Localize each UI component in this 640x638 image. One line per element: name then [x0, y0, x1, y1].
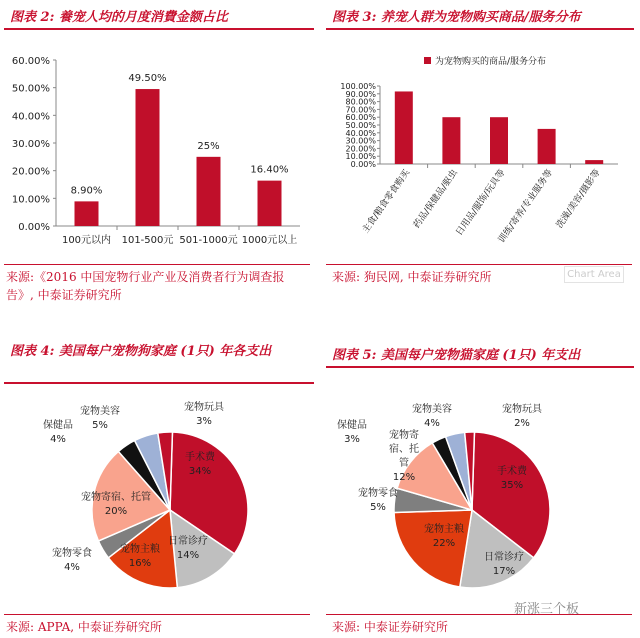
y-tick-label: 0.00% — [18, 222, 50, 233]
legend-label: 为宠物购买的商品/服务分布 — [435, 57, 547, 67]
chart4-title: 图表 4: 美国每户宠物狗家庭 (1只) 年各支出 — [10, 344, 272, 359]
slice-name-label: 手术费 — [185, 452, 215, 463]
source-divider — [4, 264, 310, 265]
x-tick-label: 药品/保健品/驱虫 — [412, 167, 460, 231]
x-tick-label: 101-500元 — [121, 235, 174, 246]
slice-name-label: 宿、托 — [389, 444, 419, 455]
slice-value-label: 20% — [104, 506, 128, 517]
slice-name-label: 宠物主粮 — [424, 524, 464, 535]
chart3-source: 来源: 狗民网, 中泰证券研究所 — [332, 270, 492, 284]
y-tick-label: 60.00% — [11, 56, 50, 67]
slice-name-label: 保健品 — [43, 420, 73, 431]
slice-name-label: 手术费 — [497, 466, 527, 477]
y-tick-label: 0.00% — [350, 160, 376, 169]
bar — [395, 91, 413, 164]
slice-name-label: 保健品 — [337, 420, 367, 431]
y-tick-label: 40.00% — [11, 111, 50, 123]
slice-value-label: 22% — [432, 538, 456, 549]
slice-value-label: 34% — [188, 466, 212, 477]
panel-chart4 — [0, 338, 314, 638]
slice-name-label: 宠物玩具 — [184, 402, 224, 413]
panel-chart5 — [326, 338, 640, 638]
chart2-svg — [0, 34, 314, 266]
data-label: 49.50% — [128, 73, 167, 85]
slice-name-label: 宠物寄宿、托管 — [81, 492, 151, 503]
slice-value-label: 3% — [344, 434, 360, 445]
x-tick-label: 501-1000元 — [179, 235, 238, 246]
y-tick-label: 90.00% — [345, 89, 376, 99]
slice-value-label: 4% — [64, 562, 80, 573]
panel-title-bar — [326, 0, 634, 30]
slice-value-label: 16% — [128, 558, 152, 569]
slice-value-label: 4% — [50, 434, 66, 445]
chart2-source: 来源:《2016 中国宠物行业产业及消费者行为调查报告》, 中泰证券研究所 — [6, 270, 285, 302]
source-divider — [4, 614, 310, 615]
y-tick-label: 10.00% — [11, 194, 50, 206]
slice-value-label: 12% — [392, 472, 416, 483]
slice-value-label: 5% — [92, 420, 108, 431]
slice-value-label: 4% — [424, 418, 440, 429]
y-tick-label: 40.00% — [345, 128, 376, 138]
x-tick-label: 1000元以上 — [241, 235, 298, 246]
y-tick-label: 20.00% — [11, 166, 50, 178]
panel-title-bar — [326, 338, 634, 368]
chart-area-tooltip: Chart Area — [564, 266, 624, 283]
source-divider — [326, 264, 632, 265]
data-label: 25% — [197, 140, 220, 152]
slice-value-label: 14% — [176, 550, 200, 561]
slice-value-label: 5% — [370, 502, 386, 513]
x-tick-label: 训练/寄养/专业服务等 — [496, 167, 556, 246]
chart4-source: 来源: APPA, 中泰证券研究所 — [6, 620, 162, 634]
chart3-svg — [326, 34, 636, 266]
bar — [197, 157, 221, 226]
x-tick-label: 主食/粮食零食购买 — [361, 167, 413, 236]
y-tick-label: 100.00% — [340, 82, 376, 91]
y-tick-label: 60.00% — [345, 113, 376, 123]
chart5-title: 图表 5: 美国每户宠物猫家庭 (1只) 年支出 — [332, 348, 581, 363]
y-tick-label: 30.00% — [345, 136, 376, 146]
watermark-text: 新涨三个板 — [514, 602, 580, 617]
chart4-svg — [0, 392, 314, 612]
x-tick-label: 洗澡/美容/摄影等 — [554, 167, 603, 231]
slice-value-label: 35% — [500, 480, 524, 491]
slice-value-label: 2% — [514, 418, 530, 429]
slice-value-label: 3% — [196, 416, 212, 427]
y-tick-label: 20.00% — [345, 144, 376, 154]
y-tick-label: 80.00% — [345, 97, 376, 107]
panel-title-bar — [4, 338, 314, 384]
y-tick-label: 50.00% — [345, 121, 376, 130]
source-divider — [326, 614, 632, 615]
x-tick-label: 日用品/服饰/玩具等 — [454, 167, 508, 238]
slice-name-label: 管 — [399, 458, 409, 469]
slice-name-label: 宠物美容 — [80, 406, 120, 417]
chart3-title: 图表 3: 养宠人群为宠物购买商品/服务分布 — [332, 10, 581, 25]
slice-name-label: 宠物零食 — [358, 488, 398, 499]
bar — [442, 117, 460, 164]
slice-name-label: 日常诊疗 — [484, 552, 524, 563]
x-tick-label: 100元以内 — [61, 235, 112, 246]
y-tick-label: 30.00% — [11, 139, 50, 150]
chart5-svg — [326, 392, 636, 612]
data-label: 8.90% — [70, 185, 103, 197]
bar — [136, 89, 160, 226]
bar — [258, 181, 282, 226]
slice-name-label: 日常诊疗 — [168, 536, 208, 547]
slice-name-label: 宠物零食 — [52, 548, 92, 559]
bar — [75, 201, 99, 226]
chart5-source: 来源: 中泰证券研究所 — [332, 620, 448, 634]
legend-swatch — [424, 57, 431, 64]
bar — [490, 117, 508, 164]
slice-name-label: 宠物主粮 — [120, 544, 160, 555]
panel-chart2 — [0, 0, 314, 320]
bar — [585, 160, 603, 164]
slice-value-label: 17% — [492, 566, 516, 577]
y-tick-label: 70.00% — [345, 105, 376, 115]
slice-name-label: 宠物玩具 — [502, 404, 542, 415]
slice-name-label: 宠物寄 — [389, 430, 419, 441]
chart2-title: 图表 2: 養宠人均的月度消費金额占比 — [10, 10, 228, 25]
y-tick-label: 50.00% — [11, 83, 50, 95]
slice-name-label: 宠物美容 — [412, 404, 452, 415]
data-label: 16.40% — [250, 164, 289, 176]
panel-title-bar — [4, 0, 314, 30]
bar — [538, 129, 556, 164]
y-tick-label: 10.00% — [345, 152, 376, 162]
